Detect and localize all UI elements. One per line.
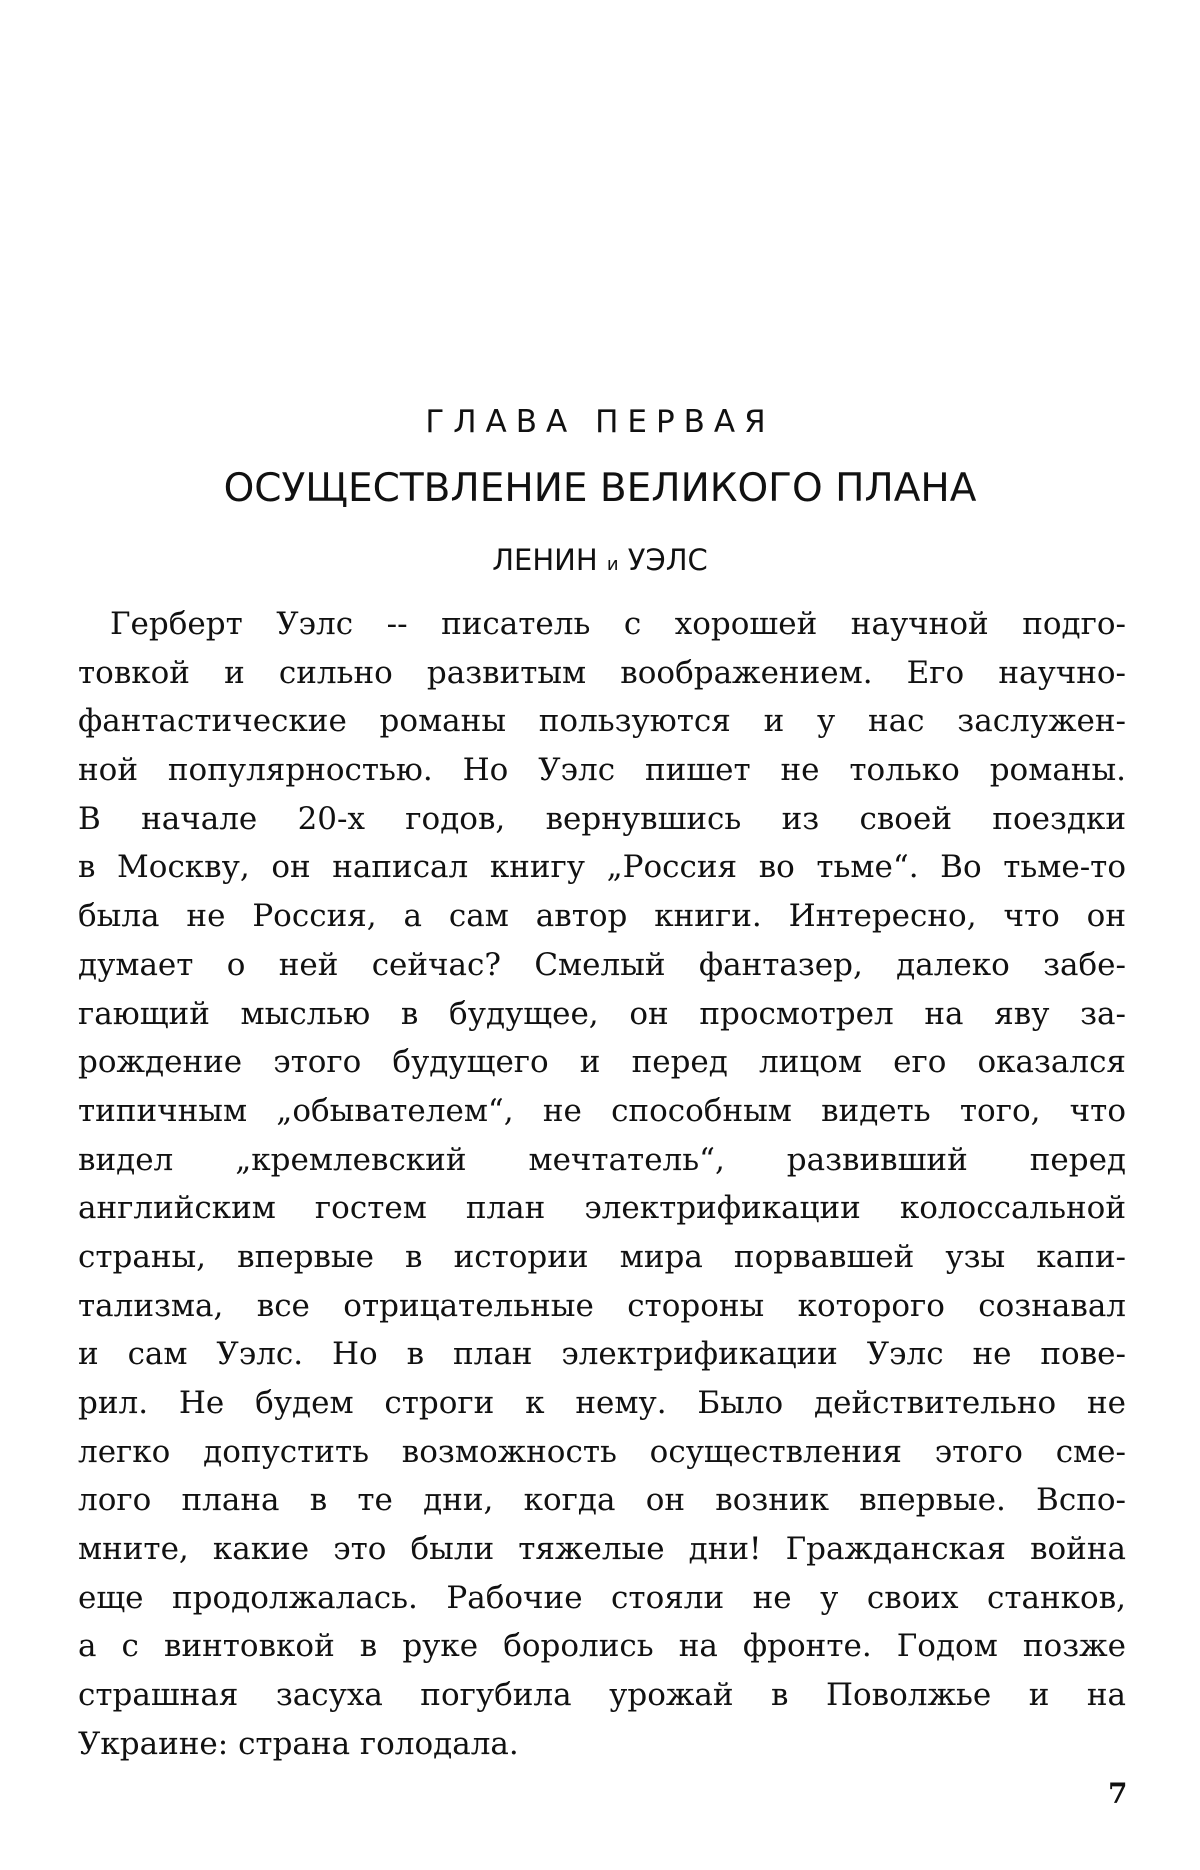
text-line-13: английским гостем план электрификации колоссальной (78, 1190, 1126, 1227)
body-paragraph (78, 600, 1126, 1769)
text-line-17: рил. Не будем строги к нему. Было действительно не (78, 1385, 1126, 1421)
text-line-11: типичным „обывателем“, не способным видеть того, что (78, 1092, 1126, 1129)
text-line-15: тализма, все отрицательные стороны которого сознавал (78, 1287, 1126, 1324)
text-line-18: легко допустить возможность осуществления этого сме- (78, 1433, 1126, 1470)
text-line-5: В начале 20-х годов, вернувшись из своей поездки (78, 800, 1126, 837)
text-line-23: страшная засуха погубила урожай в Поволжье и на (78, 1677, 1126, 1714)
text-line-6: в Москву, он написал книгу „Россия во тьме“. Во тьме-то (78, 849, 1126, 886)
text-line-14: страны, впервые в истории мира порвавшей узы капи- (78, 1238, 1126, 1275)
page-number: 7 (1108, 1777, 1128, 1810)
section-name-wells: УЭЛС (627, 543, 708, 577)
text-line-12: видел „кремлевский мечтатель“, развивший перед (78, 1141, 1126, 1178)
text-line-19: лого плана в те дни, когда он возник впервые. Вспо- (78, 1482, 1126, 1519)
chapter-title: ОСУЩЕСТВЛЕНИЕ ВЕЛИКОГО ПЛАНА (223, 466, 977, 511)
text-line-10: рождение этого будущего и перед лицом его оказался (78, 1044, 1126, 1081)
text-line-21: еще продолжалась. Рабочие стояли не у своих станков, (78, 1579, 1126, 1616)
text-line-1: Герберт Уэлс -- писатель с хорошей научной подго- (110, 606, 1126, 642)
text-line-9: гающий мыслью в будущее, он просмотрел на яву за- (78, 995, 1126, 1032)
text-line-8: думает о ней сейчас? Смелый фантазер, далеко забе- (78, 946, 1126, 983)
section-name-lenin: ЛЕНИН (492, 543, 598, 577)
section-title (0, 540, 1200, 585)
text-line-22: а с винтовкой в руке боролись на фронте. Годом позже (78, 1628, 1126, 1665)
text-line-24: Украине: страна голодала. (78, 1725, 519, 1762)
section-conjunction: и (606, 554, 619, 575)
text-line-4: ной популярностью. Но Уэлс пишет не только романы. (78, 752, 1126, 789)
text-line-2: товкой и сильно развитым воображением. Его научно- (78, 654, 1126, 691)
text-line-20: мните, какие это были тяжелые дни! Гражданская война (78, 1531, 1126, 1568)
text-line-16: и сам Уэлс. Но в план электрификации Уэлс не пове- (78, 1336, 1126, 1373)
text-line-3: фантастические романы пользуются и у нас заслужен- (78, 703, 1126, 740)
chapter-label: ГЛАВА ПЕРВАЯ (425, 404, 775, 440)
text-line-7: была не Россия, а сам автор книги. Интересно, что он (78, 898, 1126, 935)
